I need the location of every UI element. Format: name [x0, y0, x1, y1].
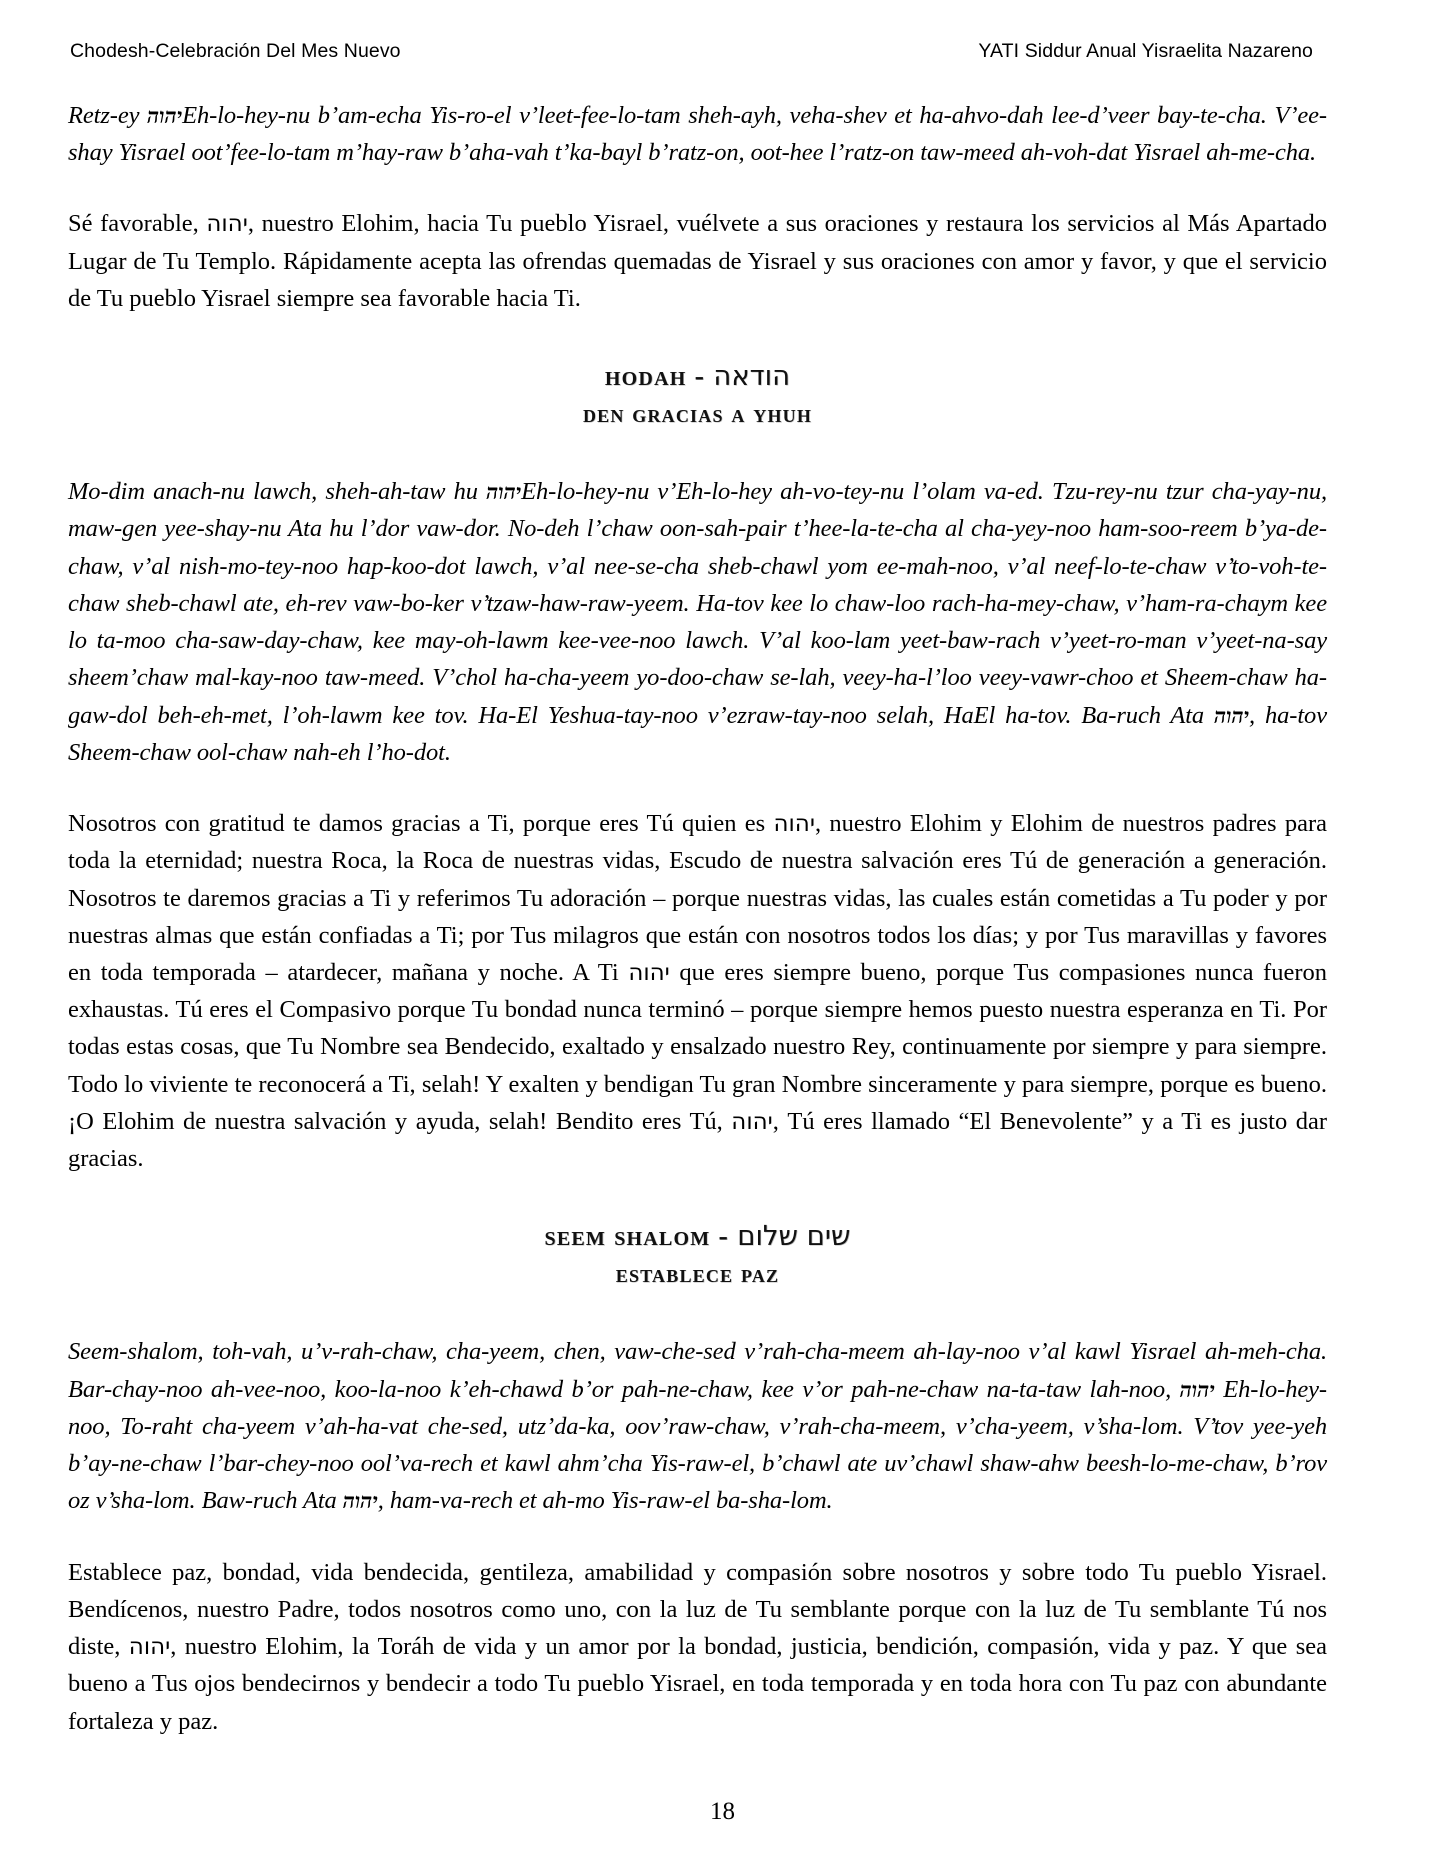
modim-spanish-2: , nuestro Elohim y Elohim de nuestros padres para toda la eternidad; nuestra Roca, la Roca de nuestras vidas, Escudo de nuestra salvación eres Tú de generación a generación. Nosotros te daremos gracias a Ti y referimos Tu adoración – porque nuestras vidas, las cuales están cometidas a Tu poder y por nuestras almas que están confiadas a Ti; por Tus milagros que están con nosotros todos los días; y por Tus maravillas y favores en toda temporada – atardecer, mañana y noche. A Ti	[68, 810, 1327, 986]
paragraph-retzey-spanish	[68, 205, 1327, 317]
paragraph-retzey-transliteration	[68, 97, 1327, 171]
header-right-title: YATI Siddur Anual Yisraelita Nazareno	[978, 40, 1313, 62]
retzey-translit-post: Eh-lo-hey-nu b’am-echa Yis-ro-el v’leet-fee-lo-tam sheh-ayh, veha-shev et ha-ahvo-dah lee-d’veer bay-te-cha. V’ee-shay Yisrael oot’fee-lo-tam m’hay-raw b’aha-vah t’ka-bayl b’ratz-on, oot-hee l’ratz-on taw-meed ah-voh-dat Yisrael ah-me-cha.	[68, 102, 1327, 167]
section-subheading-hodah: den gracias a yhuh	[582, 399, 813, 429]
header-left-title: Chodesh-Celebración Del Mes Nuevo	[70, 40, 401, 62]
paragraph-modim-transliteration	[68, 473, 1327, 771]
seemshalom-spanish-1: Establece paz, bondad, vida bendecida, gentileza, amabilidad y compasión sobre nosotros y sobre todo Tu pueblo Yisrael. Bendícenos, nuestro Padre, todos nosotros como uno, con la luz de Tu semblante porque con la luz de Tu semblante Tú nos diste,	[68, 1558, 1327, 1661]
seemshalom-translit-1: Seem-shalom, toh-vah, u’v-rah-chaw, cha-yeem, chen, vaw-che-sed v’rah-cha-meem ah-lay-noo v’al kawl Yisrael ah-meh-cha. Bar-chay-noo ah-vee-noo, koo-la-noo k’eh-chawd b’or pah-ne-chaw, kee v’or pah-ne-chaw na-ta-taw lah-noo,	[68, 1338, 1327, 1403]
paragraph-seemshalom-spanish	[68, 1554, 1327, 1740]
section-heading-seem-shalom	[68, 1221, 1327, 1253]
divine-name-hebrew: יהוה	[342, 1488, 378, 1514]
paragraph-seemshalom-transliteration	[68, 1333, 1327, 1519]
section-heading-hodah	[68, 361, 1327, 393]
seem-shalom-heading-hebrew: שים שלום	[737, 1221, 851, 1253]
divine-name-hebrew: יהוה	[1214, 702, 1250, 728]
divine-name-hebrew: יהוה	[628, 959, 670, 986]
divine-name-hebrew: יהוה	[128, 1634, 171, 1661]
divine-name-hebrew: יהוה	[731, 1108, 773, 1135]
seemshalom-translit-3: , ham-va-rech et ah-mo Yis-raw-el ba-sha-lom.	[377, 1487, 833, 1515]
running-header	[70, 40, 1327, 63]
section-subheading-seem-shalom: establece paz	[615, 1259, 780, 1289]
modim-spanish-1: Nosotros con gratitud te damos gracias a Ti, porque eres Tú quien es	[68, 810, 774, 838]
hodah-heading-latin: hodah -	[604, 361, 714, 393]
divine-name-hebrew: יהוה	[486, 479, 522, 505]
modim-translit-3: , ha-tov Sheem-chaw ool-chaw nah-eh l’ho-dot.	[68, 701, 1327, 766]
divine-name-hebrew: יהוה	[147, 103, 183, 128]
retzey-spanish-pre: Sé favorable,	[68, 210, 207, 238]
page-number: 18	[710, 1798, 735, 1825]
seemshalom-spanish-2: , nuestro Elohim, la Toráh de vida y un amor por la bondad, justicia, bendición, compasión, vida y paz. Y que sea bueno a Tus ojos bendecirnos y bendecir a todo Tu pueblo Yisrael, en toda temporada y en toda hora con Tu paz con abundante fortaleza y paz.	[68, 1633, 1327, 1735]
divine-name-hebrew: יהוה	[1179, 1376, 1215, 1402]
paragraph-modim-spanish	[68, 805, 1327, 1177]
divine-name-hebrew: יהוה	[206, 211, 248, 238]
modim-translit-1: Mo-dim anach-nu lawch, sheh-ah-taw hu	[68, 478, 487, 506]
retzey-spanish-post: , nuestro Elohim, hacia Tu pueblo Yisrael, vuélvete a sus oraciones y restaura los servicios al Más Apartado Lugar de Tu Templo. Rápidamente acepta las ofrendas quemadas de Yisrael y sus oraciones con amor y favor, y que el servicio de Tu pueblo Yisrael siempre sea favorable hacia Ti.	[68, 210, 1328, 312]
modim-spanish-3: que eres siempre bueno, porque Tus compasiones nunca fueron exhaustas. Tú eres el Compasivo porque Tu bondad nunca terminó – porque siempre hemos puesto nuestra esperanza en Ti. Por todas estas cosas, que Tu Nombre sea Bendecido, exaltado y ensalzado nuestro Rey, continuamente por siempre y para siempre. Todo lo viviente te reconocerá a Ti, selah! Y exalten y bendigan Tu gran Nombre sinceramente y para siempre, porque es bueno. ¡O Elohim de nuestra salvación y ayuda, selah! Bendito eres Tú,	[68, 958, 1327, 1135]
hodah-heading-hebrew: הודאה	[713, 361, 791, 393]
seem-shalom-heading-latin: seem shalom -	[544, 1221, 738, 1253]
divine-name-hebrew: יהוה	[773, 811, 815, 838]
retzey-translit-pre: Retz-ey	[68, 102, 148, 129]
modim-spanish-4: , Tú eres llamado “El Benevolente” y a Ti es justo dar gracias.	[68, 1107, 1327, 1173]
seemshalom-translit-2: Eh-lo-hey-noo, To-raht cha-yeem v’ah-ha-vat che-sed, utz’da-ka, oov’raw-chaw, v’rah-cha-meem, v’cha-yeem, v’sha-lom. V’tov yee-yeh b’ay-ne-chaw l’bar-chey-noo ool’va-rech et kawl ahm’cha Yis-raw-el, b’chawl ate uv’chawl shaw-ahw beesh-lo-me-chaw, b’rov oz v’sha-lom. Baw-ruch Ata	[68, 1375, 1327, 1515]
modim-translit-2: Eh-lo-hey-nu v’Eh-lo-hey ah-vo-tey-nu l’olam va-ed. Tzu-rey-nu tzur cha-yay-nu, maw-gen yee-shay-nu Ata hu l’dor vaw-dor. No-deh l’chaw oon-sah-pair t’hee-la-te-cha al cha-yey-noo ham-soo-reem b’ya-de-chaw, v’al nish-mo-tey-noo hap-koo-dot lawch, v’al nee-se-cha sheb-chawl yom ee-mah-noo, v’al neef-lo-te-chaw v’to-voh-te-chaw sheb-chawl ate, eh-rev vaw-bo-ker v’tzaw-haw-raw-yeem. Ha-tov kee lo chaw-loo rach-ha-mey-chaw, v’ham-ra-chaym kee lo ta-moo cha-saw-day-chaw, kee may-oh-lawm kee-vee-noo lawch. V’al koo-lam yeet-baw-rach v’yeet-ro-man v’yeet-na-say sheem’chaw mal-kay-noo taw-meed. V’chol ha-cha-yeem yo-doo-chaw se-lah, veey-ha-l’loo veey-vawr-choo et Sheem-chaw ha-gaw-dol beh-eh-met, l’oh-lawm kee tov. Ha-El Yeshua-tay-noo v’ezraw-tay-noo selah, HaEl ha-tov. Ba-ruch Ata	[68, 478, 1327, 729]
